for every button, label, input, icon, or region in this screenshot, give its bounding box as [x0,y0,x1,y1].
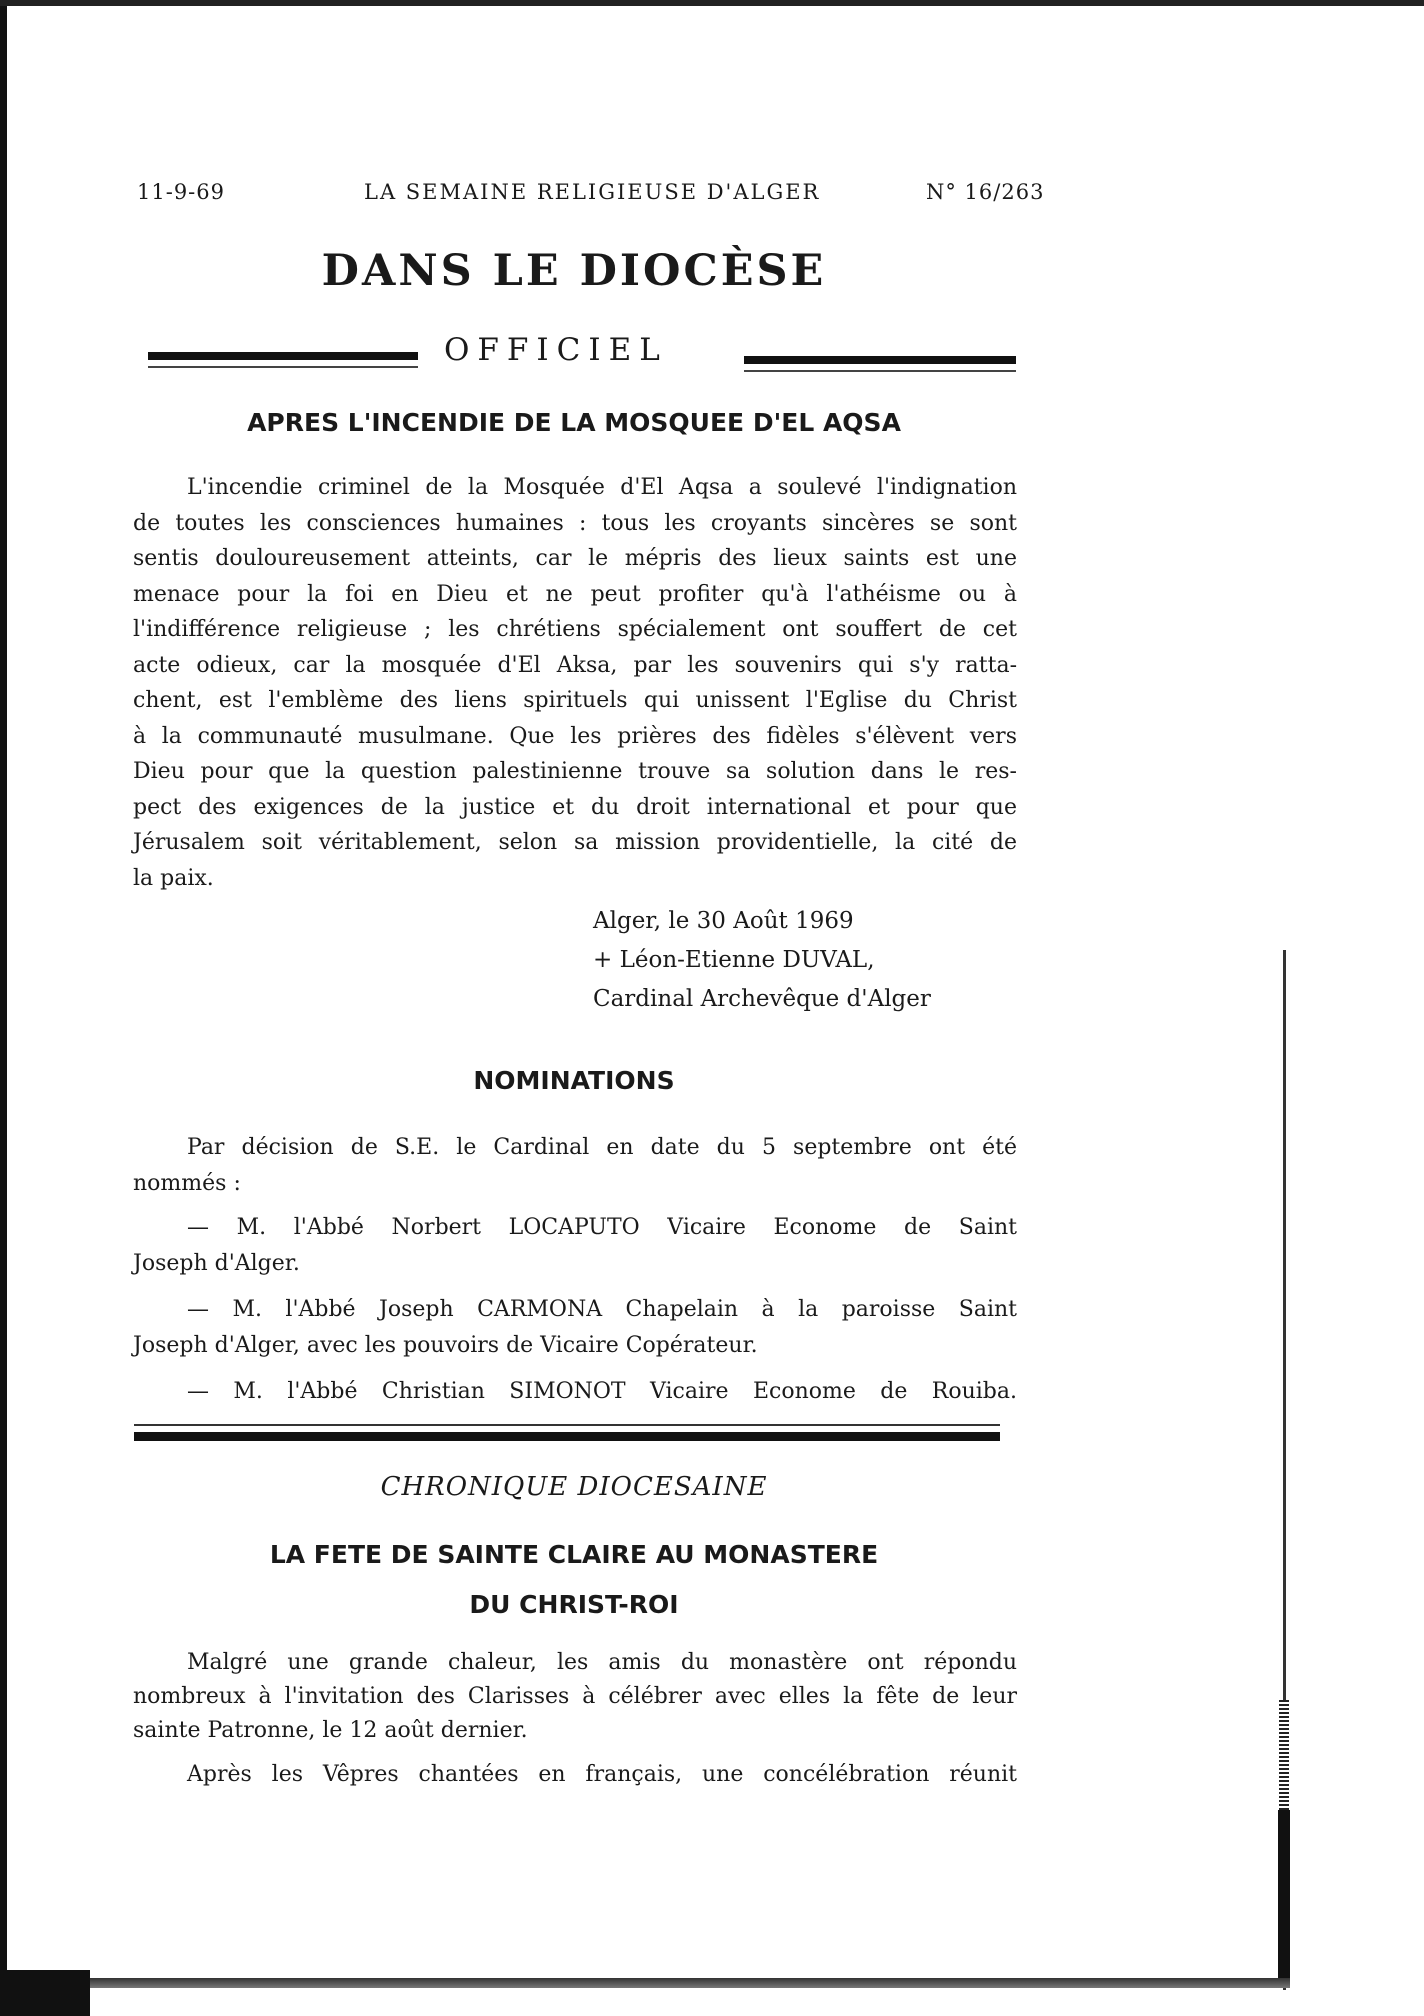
text-line: nombreux à l'invitation des Clarisses à célébrer avec elles la fête de leur [133,1684,1017,1709]
scan-corner-bottom-left [0,1970,90,2016]
text-line: l'indifférence religieuse ; les chrétiens spécialement ont souffert de cet [133,617,1017,642]
signature-name: + Léon-Etienne DUVAL, [593,947,875,973]
text-line: chent, est l'emblème des liens spirituels qui unissent l'Eglise du Christ [133,688,1017,713]
text-line: L'incendie criminel de la Mosquée d'El Aqsa a soulevé l'indignation [187,475,1017,500]
subsection-header [148,332,1016,380]
signature-role: Cardinal Archevêque d'Alger [593,986,931,1012]
scan-edge-top [0,0,1424,6]
divider-thin [134,1424,1000,1426]
text-line: — M. l'Abbé Joseph CARMONA Chapelain à la paroisse Saint [187,1297,1017,1322]
text-line: — M. l'Abbé Christian SIMONOT Vicaire Econome de Rouiba. [187,1379,1017,1404]
text-line: pect des exigences de la justice et du droit international et pour que [133,794,1017,820]
header-publication: LA SEMAINE RELIGIEUSE D'ALGER [364,180,821,204]
text-line: nommés : [133,1171,241,1196]
text-line: Par décision de S.E. le Cardinal en date du 5 septembre ont été [187,1135,1017,1160]
text-line: sentis douloureusement atteints, car le mépris des lieux saints est une [133,546,1017,571]
signature-block [593,902,931,1019]
section-title: DANS LE DIOCÈSE [321,246,827,296]
scan-edge-right-dark [1278,1810,1290,1980]
divider-thick [134,1432,1000,1441]
text-line: menace pour la foi en Dieu et ne peut profiter qu'à l'athéisme ou à [133,581,1017,607]
nominations-intro [133,1130,1017,1202]
subsection-title: OFFICIEL [444,332,668,368]
text-line: Malgré une grande chaleur, les amis du monastère ont répondu [187,1650,1017,1675]
scan-edge-bottom [0,1978,1290,1988]
scan-edge-left [0,0,7,2016]
chronique-heading: CHRONIQUE DIOCESAINE [380,1472,768,1502]
text-line: de toutes les consciences humaines : tous les croyants sincères se sont [133,510,1017,536]
rule-right-thin [744,370,1016,372]
nomination-item [133,1292,1017,1364]
rule-left [148,352,418,360]
article-body-sainte-claire-2 [133,1758,1017,1792]
text-line: — M. l'Abbé Norbert LOCAPUTO Vicaire Econome de Saint [187,1215,1017,1240]
article-title-nominations: NOMINATIONS [473,1066,675,1095]
rule-left-thin [148,366,418,368]
article-body-sainte-claire [133,1646,1017,1748]
header-issue: N° 16/263 [926,180,1045,204]
article-title-sainte-claire-1: LA FETE DE SAINTE CLAIRE AU MONASTERE [269,1540,879,1569]
signature-place-date: Alger, le 30 Août 1969 [593,908,854,934]
text-line: sainte Patronne, le 12 août dernier. [133,1718,528,1743]
article-title-mosquee: APRES L'INCENDIE DE LA MOSQUEE D'EL AQSA [247,408,901,437]
article-body-mosquee [133,470,1017,896]
nomination-item [133,1210,1017,1282]
text-line: Dieu pour que la question palestinienne trouve sa solution dans le res- [133,759,1017,784]
text-line: Après les Vêpres chantées en français, une concélébration réunit [187,1762,1017,1787]
text-line: acte odieux, car la mosquée d'El Aksa, par les souvenirs qui s'y ratta- [133,652,1017,678]
text-line: Jérusalem soit véritablement, selon sa mission providentielle, la cité de [133,830,1017,855]
text-line: à la communauté musulmane. Que les prières des fidèles s'élèvent vers [133,723,1017,749]
header-date: 11-9-69 [137,180,225,204]
text-line: Joseph d'Alger. [133,1251,300,1276]
article-title-sainte-claire-2: DU CHRIST-ROI [469,1590,679,1619]
rule-right [744,356,1016,364]
text-line: Joseph d'Alger, avec les pouvoirs de Vicaire Copérateur. [133,1333,758,1358]
nomination-item [133,1374,1017,1410]
text-line: la paix. [133,865,214,891]
scan-edge-right-strip [1279,1700,1289,1810]
